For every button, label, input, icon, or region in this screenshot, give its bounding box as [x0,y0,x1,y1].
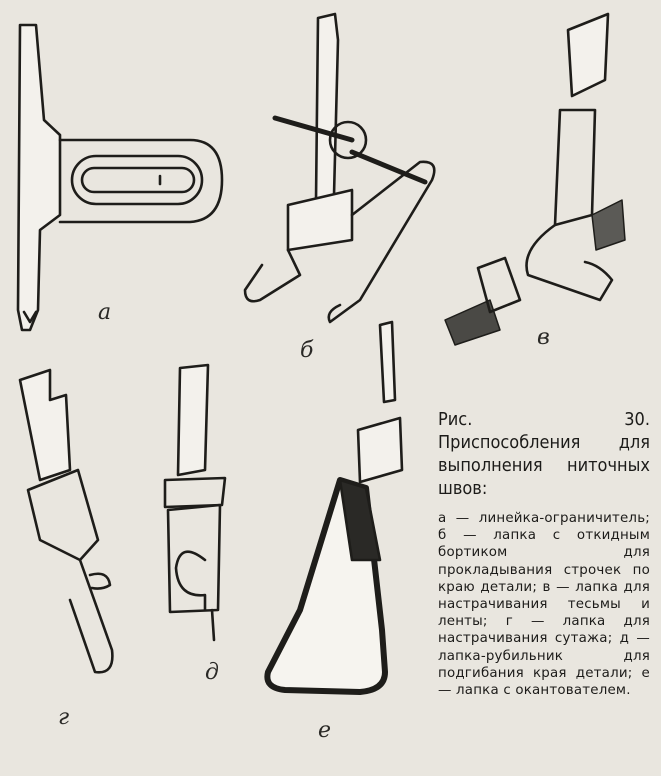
hemmer-foot-drawing [165,365,225,640]
caption-title: Рис. 30. Приспособления для выполнения ниточных швов: [438,409,650,499]
ruler-limiter-drawing [18,25,222,330]
folding-edge-foot-drawing [245,14,434,322]
tape-foot-drawing [445,14,625,345]
label-v: в [537,325,550,350]
caption-legend: а — линейка-ограничитель; б — лапка с откидным бортиком для прокладывания строчек по краю детали; в — лапка для настрачивания тесьмы и ленты; г — лапка для настрачивания сутажа; д — лапка-рубильник для подгибания края детали; е — лапка с окантователем. [438,511,650,699]
binder-foot-drawing [267,322,402,692]
label-e: е [318,718,332,743]
soutache-foot-drawing [20,370,112,672]
figure-caption [438,408,650,699]
label-d: д [205,660,219,685]
label-a: а [98,300,112,325]
label-g: г [58,705,70,730]
label-b: б [300,338,314,363]
